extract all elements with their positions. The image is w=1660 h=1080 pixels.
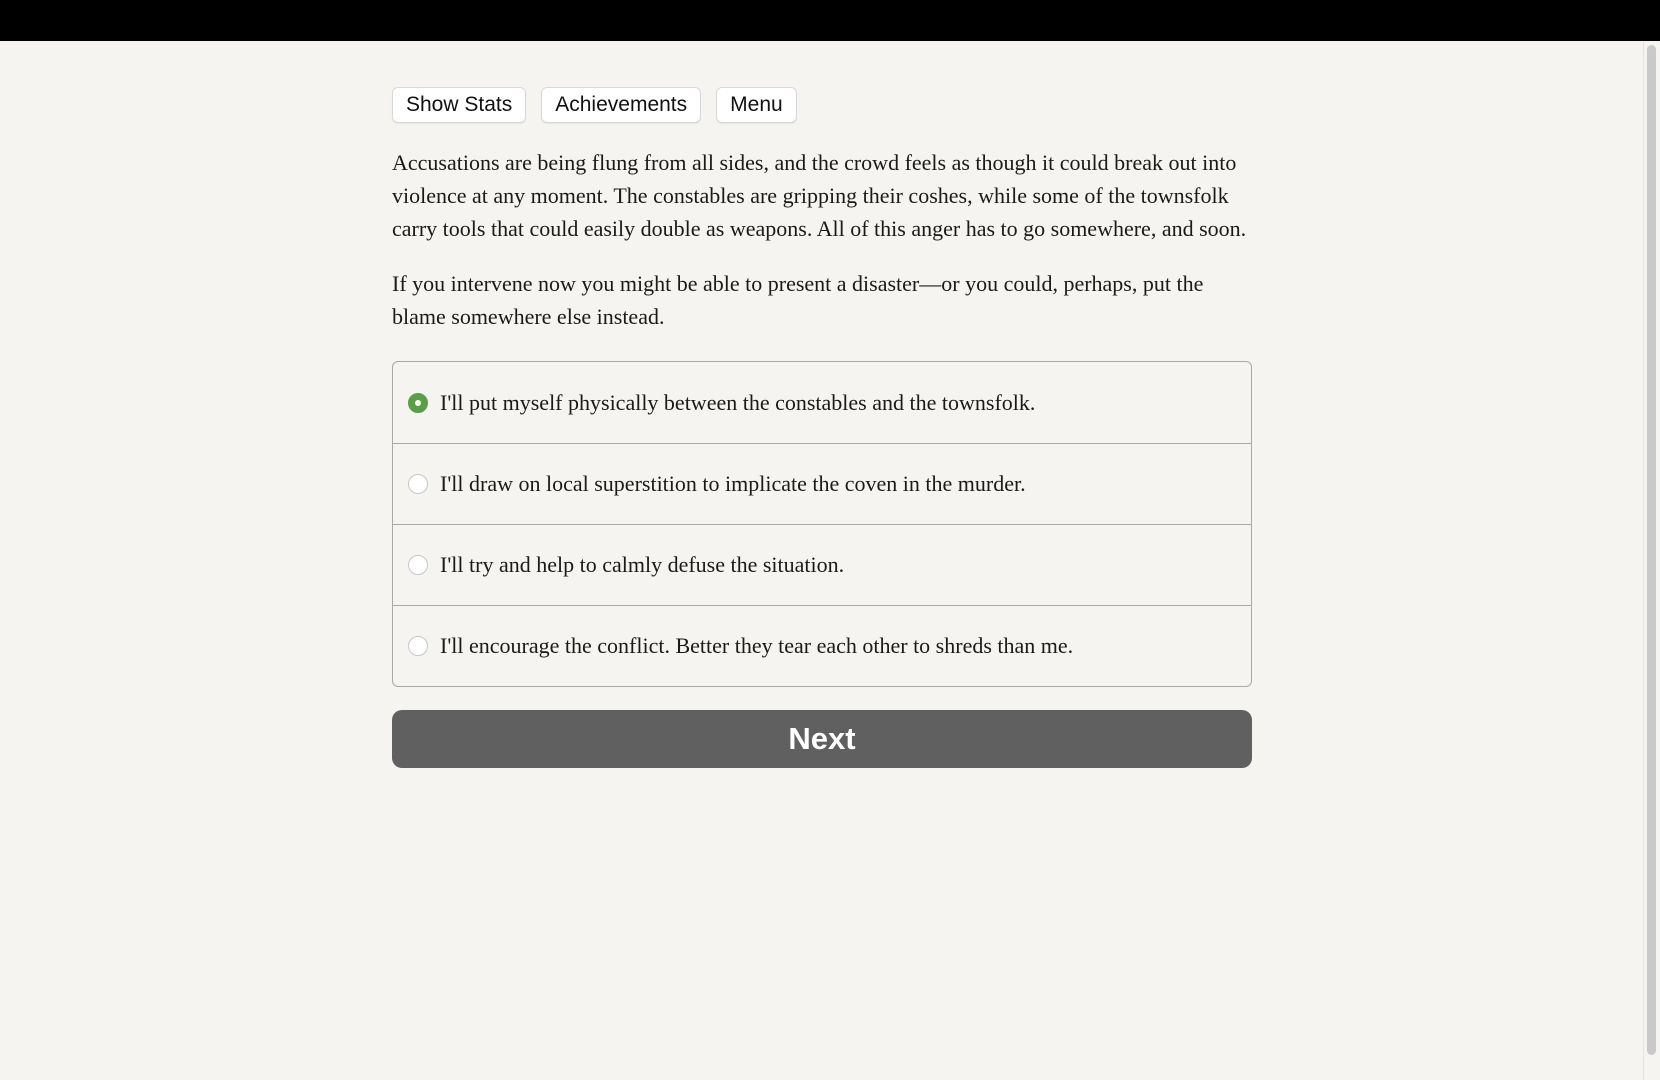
choice-label: I'll draw on local superstition to implicate the coven in the murder. <box>440 471 1026 496</box>
choice-label: I'll try and help to calmly defuse the situation. <box>440 552 845 577</box>
show-stats-button[interactable]: Show Stats <box>392 87 526 123</box>
story-paragraph: If you intervene now you might be able to present a disaster—or you could, perhaps, put the blame somewhere else instead. <box>392 271 1204 329</box>
choice-option[interactable] <box>393 524 1251 605</box>
radio-button[interactable] <box>408 393 428 413</box>
choice-option[interactable] <box>393 362 1251 443</box>
next-button[interactable]: Next <box>392 710 1252 768</box>
story-paragraph: Accusations are being flung from all sides, and the crowd feels as though it could break out into violence at any moment. The constables are gripping their coshes, while some of the townsfolk carry tools that could easily double as weapons. All of this anger has to go somewhere, and soon. <box>392 150 1247 241</box>
toolbar <box>392 87 1252 123</box>
scrollbar-thumb[interactable] <box>1647 45 1656 1055</box>
choice-label: I'll put myself physically between the constables and the townsfolk. <box>440 389 1036 415</box>
choice-option[interactable] <box>393 605 1251 686</box>
radio-button[interactable] <box>408 636 428 656</box>
choice-option[interactable] <box>393 443 1251 524</box>
window-top-bar <box>0 0 1660 41</box>
choice-list <box>392 361 1252 687</box>
game-page <box>392 87 1252 768</box>
menu-button[interactable]: Menu <box>716 87 797 123</box>
choice-label: I'll encourage the conflict. Better they tear each other to shreds than me. <box>440 633 1074 658</box>
achievements-button[interactable]: Achievements <box>541 87 701 123</box>
radio-button[interactable] <box>408 474 428 494</box>
story-text <box>392 146 1252 333</box>
radio-button[interactable] <box>408 555 428 575</box>
